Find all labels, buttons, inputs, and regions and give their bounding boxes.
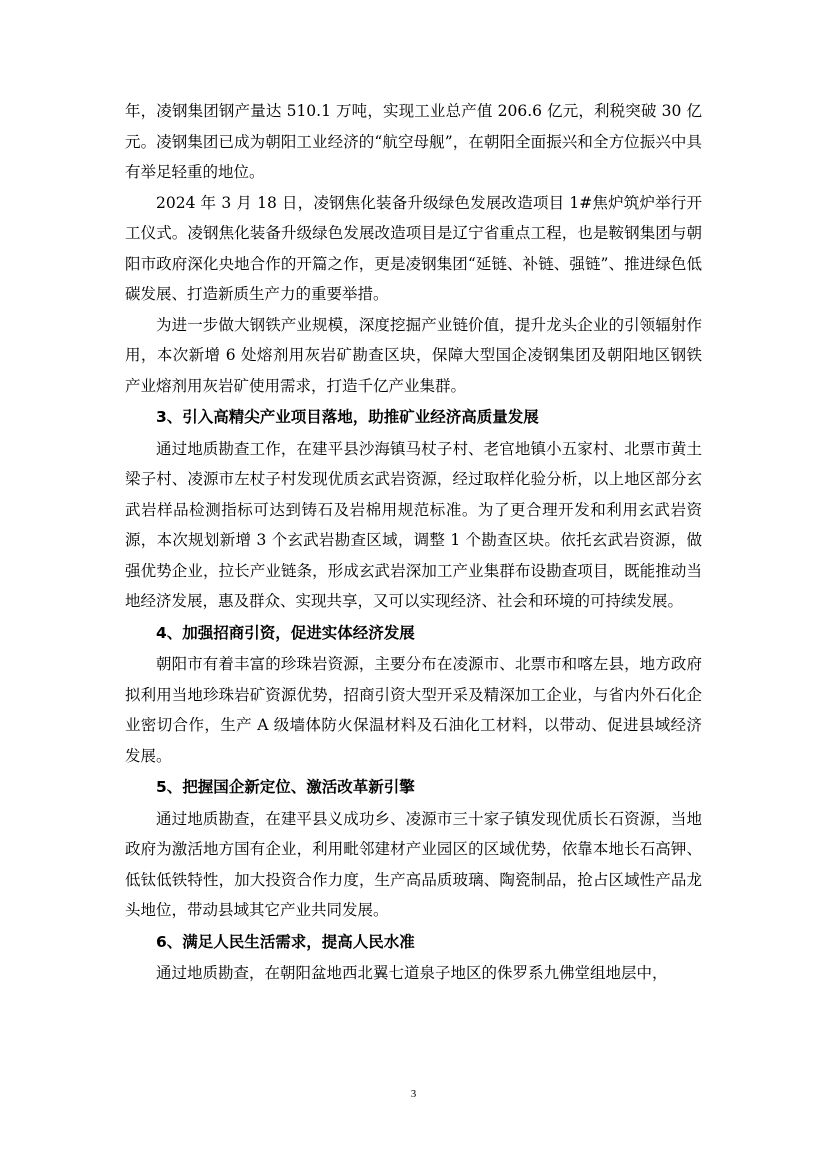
section-heading: 5、把握国企新定位、激活改革新引擎 xyxy=(156,778,415,796)
body-paragraph: 2024 年 3 月 18 日，凌钢焦化装备升级绿色发展改造项目 1#焦炉筑炉举行开工仪式。凌钢焦化装备升级绿色发展改造项目是辽宁省重点工程，也是鞍钢集团与朝阳市政府深化央地合作的开篇之作，更是凌钢集团“延链、补链、强链”、推进绿色低碳发展、打造新质生产力的重要举措。 xyxy=(125,193,702,303)
body-paragraph: 为进一步做大钢铁产业规模，深度挖掘产业链价值，提升龙头企业的引领辐射作用，本次新增 6 处熔剂用灰岩矿勘查区块，保障大型国企凌钢集团及朝阳地区钢铁产业熔剂用灰岩矿使用需求，打造千亿产业集群。 xyxy=(125,315,702,395)
body-paragraph: 年，凌钢集团钢产量达 510.1 万吨，实现工业总产值 206.6 亿元，利税突破 30 亿元。凌钢集团已成为朝阳工业经济的“航空母舰”，在朝阳全面振兴和全方位振兴中具有举足轻重的地位。 xyxy=(125,102,702,181)
page-number: 3 xyxy=(410,1088,417,1100)
body-paragraph: 通过地质勘查，在建平县义成功乡、凌源市三十家子镇发现优质长石资源，当地政府为激活地方国有企业，利用毗邻建材产业园区的区域优势，依靠本地长石高钾、低钛低铁特性，加大投资合作力度，生产高品质玻璃、陶瓷制品，抢占区域性产品龙头地位，带动县域其它产业共同发展。 xyxy=(125,809,702,919)
body-paragraph: 朝阳市有着丰富的珍珠岩资源，主要分布在凌源市、北票市和喀左县，地方政府拟利用当地珍珠岩矿资源优势，招商引资大型开采及精深加工企业，与省内外石化企业密切合作，生产 A 级墙体防火保温材料及石油化工材料，以带动、促进县域经济发展。 xyxy=(125,655,702,765)
document-body xyxy=(125,96,702,989)
body-paragraph: 通过地质勘查工作，在建平县沙海镇马杖子村、老官地镇小五家村、北票市黄土梁子村、凌源市左杖子村发现优质玄武岩资源，经过取样化验分析，以上地区部分玄武岩样品检测指标可达到铸石及岩棉用规范标准。为了更合理开发和利用玄武岩资源，本次规划新增 3 个玄武岩勘查区域，调整 1 个勘查区块。依托玄武岩资源，做强优势企业，拉长产业链条，形成玄武岩深加工产业集群布设勘查项目，既能推动当地经济发展，惠及群众、实现共享，又可以实现经济、社会和环境的可持续发展。 xyxy=(125,439,702,610)
section-heading: 4、加强招商引资，促进实体经济发展 xyxy=(156,623,415,642)
section-heading: 3、引入高精尖产业项目落地，助推矿业经济高质量发展 xyxy=(156,408,539,426)
section-heading: 6、满足人民生活需求，提高人民水准 xyxy=(156,932,415,951)
body-paragraph: 通过地质勘查，在朝阳盆地西北翼七道泉子地区的侏罗系九佛堂组地层中， xyxy=(156,964,668,982)
